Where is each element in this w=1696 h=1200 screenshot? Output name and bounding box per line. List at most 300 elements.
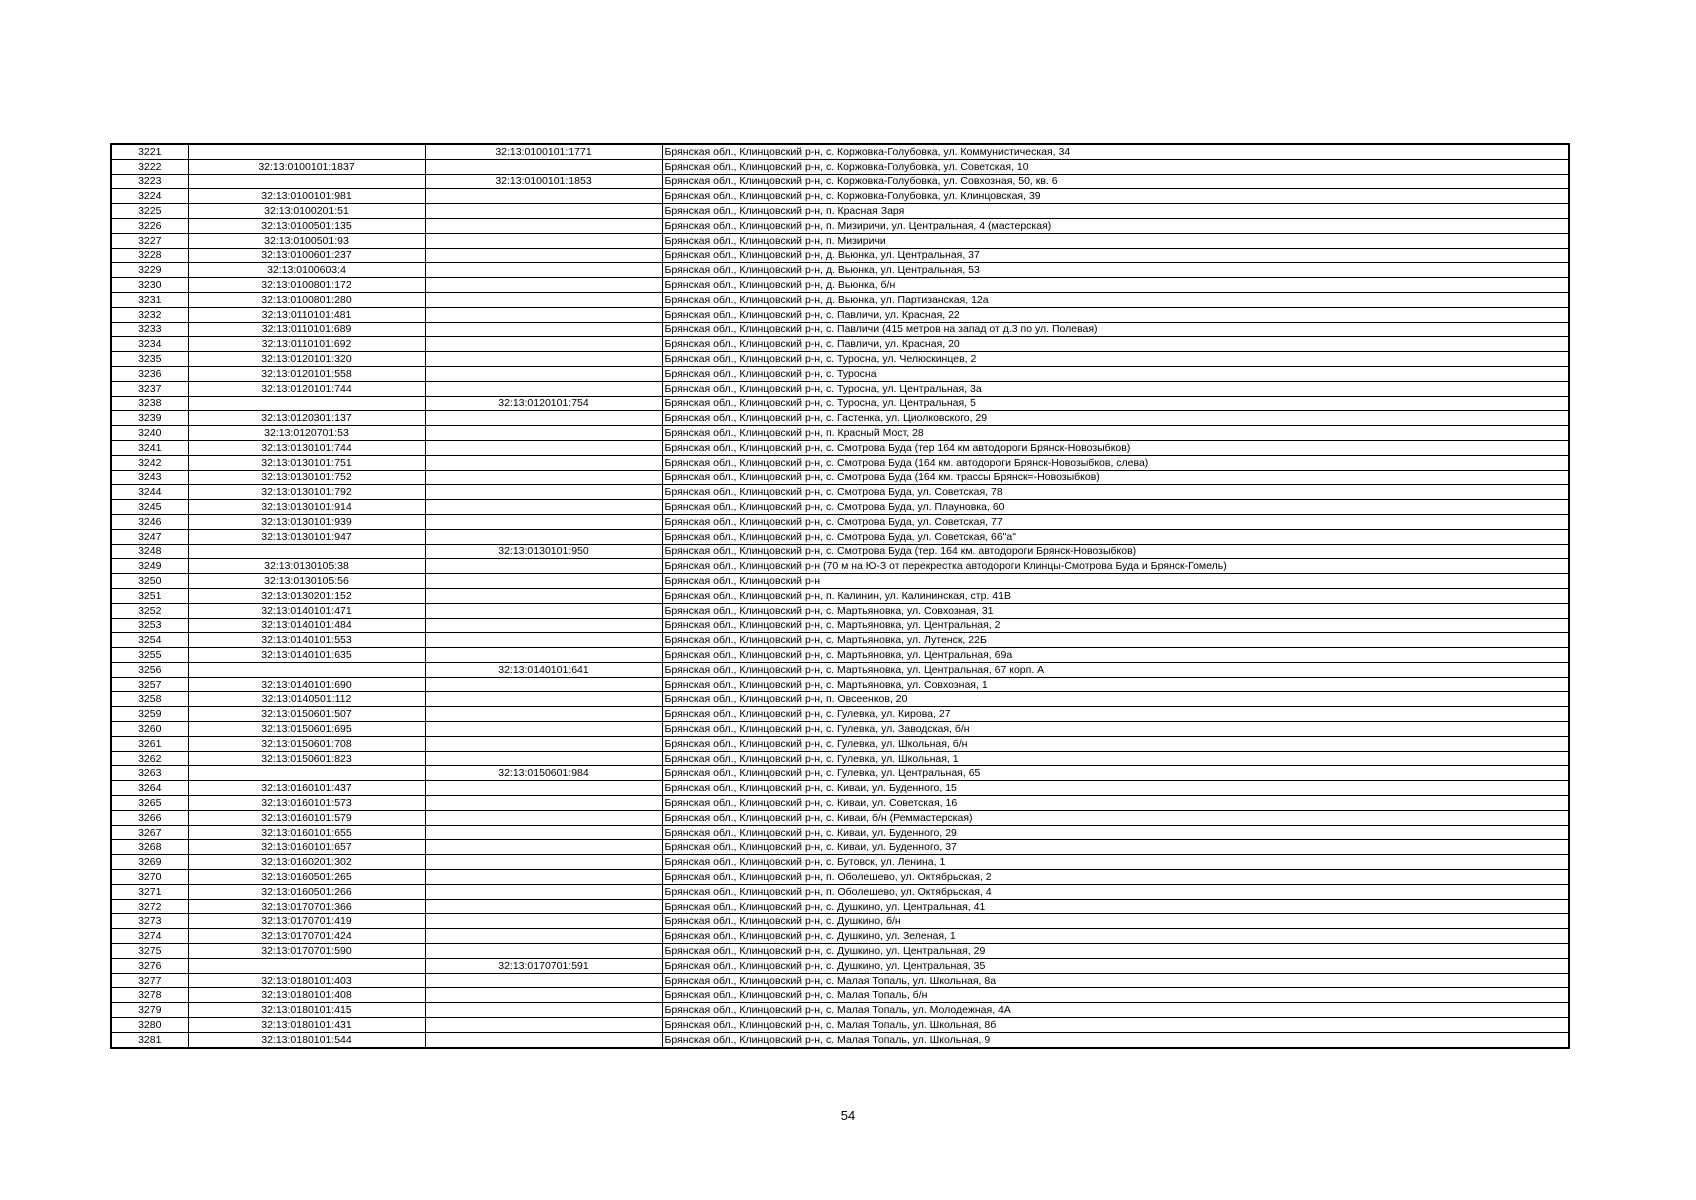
cadastral-number-cell: 32:13:0130201:152 (188, 588, 425, 603)
cadastral-number-alt-cell: 32:13:0100101:1853 (425, 174, 662, 189)
cadastral-number-alt-cell: 32:13:0170701:591 (425, 958, 662, 973)
table-row (111, 529, 1569, 544)
row-number-cell: 3230 (111, 278, 188, 293)
cadastral-number-alt-cell (425, 218, 662, 233)
cadastral-number-cell: 32:13:0180101:431 (188, 1018, 425, 1033)
table-row (111, 944, 1569, 959)
row-number-cell: 3262 (111, 751, 188, 766)
cadastral-number-cell: 32:13:0180101:408 (188, 988, 425, 1003)
row-number-cell: 3264 (111, 781, 188, 796)
cadastral-number-cell: 32:13:0130101:947 (188, 529, 425, 544)
cadastral-number-alt-cell (425, 781, 662, 796)
table-row (111, 366, 1569, 381)
address-cell: Брянская обл., Клинцовский р-н, п. Мизиричи, ул. Центральная, 4 (мастерская) (662, 218, 1569, 233)
cadastral-number-alt-cell (425, 973, 662, 988)
cadastral-number-cell: 32:13:0130101:792 (188, 485, 425, 500)
row-number-cell: 3245 (111, 500, 188, 515)
address-cell: Брянская обл., Клинцовский р-н, с. Гулевка, ул. Заводская, б/н (662, 722, 1569, 737)
cadastral-number-cell: 32:13:0130101:914 (188, 500, 425, 515)
cadastral-number-alt-cell (425, 929, 662, 944)
table-row (111, 440, 1569, 455)
address-cell: Брянская обл., Клинцовский р-н, с. Смотрова Буда, ул. Советская, 78 (662, 485, 1569, 500)
cadastral-number-alt-cell: 32:13:0100101:1771 (425, 144, 662, 159)
address-cell: Брянская обл., Клинцовский р-н, с. Смотрова Буда, ул. Советская, 77 (662, 514, 1569, 529)
row-number-cell: 3248 (111, 544, 188, 559)
row-number-cell: 3226 (111, 218, 188, 233)
table-row (111, 648, 1569, 663)
table-row (111, 263, 1569, 278)
cadastral-number-cell: 32:13:0100501:93 (188, 233, 425, 248)
cadastral-number-cell: 32:13:0100801:172 (188, 278, 425, 293)
table-row (111, 958, 1569, 973)
cadastral-number-cell: 32:13:0110101:481 (188, 307, 425, 322)
row-number-cell: 3223 (111, 174, 188, 189)
cadastral-number-cell (188, 662, 425, 677)
cadastral-number-alt-cell (425, 352, 662, 367)
cadastral-number-alt-cell (425, 411, 662, 426)
row-number-cell: 3278 (111, 988, 188, 1003)
row-number-cell: 3276 (111, 958, 188, 973)
address-cell: Брянская обл., Клинцовский р-н, с. Смотрова Буда (тер 164 км автодороги Брянск-Новозыбков) (662, 440, 1569, 455)
cadastral-number-alt-cell (425, 588, 662, 603)
table-row (111, 633, 1569, 648)
cadastral-number-cell: 32:13:0130101:752 (188, 470, 425, 485)
row-number-cell: 3225 (111, 204, 188, 219)
row-number-cell: 3242 (111, 455, 188, 470)
address-cell: Брянская обл., Клинцовский р-н, с. Мартьяновка, ул. Центральная, 2 (662, 618, 1569, 633)
address-cell: Брянская обл., Клинцовский р-н, с. Душкино, ул. Центральная, 29 (662, 944, 1569, 959)
cadastral-number-alt-cell (425, 455, 662, 470)
row-number-cell: 3280 (111, 1018, 188, 1033)
cadastral-number-alt-cell (425, 500, 662, 515)
address-cell: Брянская обл., Клинцовский р-н, с. Туросна, ул. Центральная, 5 (662, 396, 1569, 411)
cadastral-number-alt-cell (425, 381, 662, 396)
cadastral-number-cell: 32:13:0140101:635 (188, 648, 425, 663)
cadastral-number-alt-cell (425, 189, 662, 204)
table-row (111, 870, 1569, 885)
address-cell: Брянская обл., Клинцовский р-н (70 м на Ю-З от перекрестка автодороги Клинцы-Смотрова Буда и Брянск-Гомель) (662, 559, 1569, 574)
row-number-cell: 3253 (111, 618, 188, 633)
cadastral-number-cell: 32:13:0110101:689 (188, 322, 425, 337)
cadastral-number-cell: 32:13:0110101:692 (188, 337, 425, 352)
cadastral-number-cell: 32:13:0180101:403 (188, 973, 425, 988)
cadastral-number-cell: 32:13:0120101:320 (188, 352, 425, 367)
table-row (111, 322, 1569, 337)
cadastral-number-cell: 32:13:0160101:655 (188, 825, 425, 840)
cadastral-number-alt-cell (425, 988, 662, 1003)
row-number-cell: 3257 (111, 677, 188, 692)
table-row (111, 485, 1569, 500)
table-row (111, 337, 1569, 352)
address-cell: Брянская обл., Клинцовский р-н, с. Туросна, ул. Челюскинцев, 2 (662, 352, 1569, 367)
address-cell: Брянская обл., Клинцовский р-н, д. Вьюнка, ул. Центральная, 53 (662, 263, 1569, 278)
cadastral-number-alt-cell (425, 944, 662, 959)
table-row (111, 292, 1569, 307)
table-row (111, 144, 1569, 159)
row-number-cell: 3232 (111, 307, 188, 322)
cadastral-number-cell (188, 174, 425, 189)
cadastral-number-cell: 32:13:0180101:544 (188, 1032, 425, 1047)
row-number-cell: 3235 (111, 352, 188, 367)
row-number-cell: 3271 (111, 884, 188, 899)
cadastral-number-alt-cell: 32:13:0150601:984 (425, 766, 662, 781)
cadastral-number-cell: 32:13:0140501:112 (188, 692, 425, 707)
cadastral-number-alt-cell (425, 514, 662, 529)
page-number: 54 (840, 1108, 856, 1123)
table-row (111, 603, 1569, 618)
address-cell: Брянская обл., Клинцовский р-н, с. Душкино, ул. Центральная, 41 (662, 899, 1569, 914)
cadastral-number-cell: 32:13:0170701:590 (188, 944, 425, 959)
cadastral-number-alt-cell: 32:13:0140101:641 (425, 662, 662, 677)
cadastral-number-alt-cell (425, 1018, 662, 1033)
row-number-cell: 3259 (111, 707, 188, 722)
address-cell: Брянская обл., Клинцовский р-н, с. Душкино, ул. Зеленая, 1 (662, 929, 1569, 944)
table-row (111, 988, 1569, 1003)
row-number-cell: 3268 (111, 840, 188, 855)
address-cell: Брянская обл., Клинцовский р-н, п. Мизиричи (662, 233, 1569, 248)
table-row (111, 796, 1569, 811)
address-cell: Брянская обл., Клинцовский р-н, с. Гулевка, ул. Школьная, б/н (662, 736, 1569, 751)
address-cell: Брянская обл., Клинцовский р-н, п. Оболешево, ул. Октябрьская, 4 (662, 884, 1569, 899)
address-cell: Брянская обл., Клинцовский р-н, с. Душкино, б/н (662, 914, 1569, 929)
table-body (111, 144, 1569, 1048)
cadastral-number-cell: 32:13:0160101:579 (188, 810, 425, 825)
address-cell: Брянская обл., Клинцовский р-н, с. Малая Топаль, ул. Школьная, 9 (662, 1032, 1569, 1047)
address-cell: Брянская обл., Клинцовский р-н, с. Киваи, ул. Советская, 16 (662, 796, 1569, 811)
cadastral-number-alt-cell (425, 751, 662, 766)
row-number-cell: 3263 (111, 766, 188, 781)
cadastral-number-alt-cell (425, 736, 662, 751)
row-number-cell: 3255 (111, 648, 188, 663)
row-number-cell: 3243 (111, 470, 188, 485)
table-row (111, 707, 1569, 722)
cadastral-number-cell (188, 144, 425, 159)
cadastral-number-alt-cell (425, 825, 662, 840)
table-row (111, 218, 1569, 233)
cadastral-number-alt-cell (425, 204, 662, 219)
address-cell: Брянская обл., Клинцовский р-н, с. Коржовка-Голубовка, ул. Советская, 10 (662, 159, 1569, 174)
cadastral-number-alt-cell (425, 366, 662, 381)
address-cell: Брянская обл., Клинцовский р-н, п. Красная Заря (662, 204, 1569, 219)
table-row (111, 1018, 1569, 1033)
table-row (111, 411, 1569, 426)
row-number-cell: 3246 (111, 514, 188, 529)
cadastral-number-alt-cell (425, 440, 662, 455)
row-number-cell: 3240 (111, 426, 188, 441)
address-cell: Брянская обл., Клинцовский р-н, с. Мартьяновка, ул. Совхозная, 31 (662, 603, 1569, 618)
address-cell: Брянская обл., Клинцовский р-н, д. Вьюнка, ул. Партизанская, 12а (662, 292, 1569, 307)
cadastral-number-alt-cell: 32:13:0130101:950 (425, 544, 662, 559)
address-cell: Брянская обл., Клинцовский р-н, с. Гулевка, ул. Центральная, 65 (662, 766, 1569, 781)
address-cell: Брянская обл., Клинцовский р-н, п. Овсеенков, 20 (662, 692, 1569, 707)
row-number-cell: 3239 (111, 411, 188, 426)
row-number-cell: 3251 (111, 588, 188, 603)
row-number-cell: 3274 (111, 929, 188, 944)
table-row (111, 722, 1569, 737)
address-cell: Брянская обл., Клинцовский р-н, с. Павличи, ул. Красная, 22 (662, 307, 1569, 322)
cadastral-number-cell: 32:13:0100101:981 (188, 189, 425, 204)
address-cell: Брянская обл., Клинцовский р-н, с. Бутовск, ул. Ленина, 1 (662, 855, 1569, 870)
table-row (111, 899, 1569, 914)
cadastral-number-cell (188, 544, 425, 559)
cadastral-number-cell: 32:13:0140101:690 (188, 677, 425, 692)
cadastral-number-cell: 32:13:0150601:708 (188, 736, 425, 751)
table-row (111, 174, 1569, 189)
table-row (111, 278, 1569, 293)
cadastral-number-alt-cell (425, 884, 662, 899)
address-cell: Брянская обл., Клинцовский р-н, с. Смотрова Буда, ул. Плауновка, 60 (662, 500, 1569, 515)
cadastral-number-alt-cell (425, 603, 662, 618)
address-cell: Брянская обл., Клинцовский р-н, с. Смотрова Буда, ул. Советская, 66"а" (662, 529, 1569, 544)
cadastral-number-cell: 32:13:0160501:265 (188, 870, 425, 885)
cadastral-number-alt-cell (425, 914, 662, 929)
row-number-cell: 3269 (111, 855, 188, 870)
cadastral-number-cell: 32:13:0100101:1837 (188, 159, 425, 174)
cadastral-number-cell: 32:13:0170701:424 (188, 929, 425, 944)
table-row (111, 455, 1569, 470)
table-row (111, 426, 1569, 441)
cadastral-number-alt-cell (425, 322, 662, 337)
table-row (111, 736, 1569, 751)
table-row (111, 159, 1569, 174)
row-number-cell: 3234 (111, 337, 188, 352)
cadastral-number-alt-cell (425, 470, 662, 485)
row-number-cell: 3247 (111, 529, 188, 544)
cadastral-number-cell: 32:13:0170701:419 (188, 914, 425, 929)
address-cell: Брянская обл., Клинцовский р-н, с. Мартьяновка, ул. Центральная, 67 корп. А (662, 662, 1569, 677)
address-cell: Брянская обл., Клинцовский р-н, с. Коржовка-Голубовка, ул. Клинцовская, 39 (662, 189, 1569, 204)
table-row (111, 381, 1569, 396)
row-number-cell: 3250 (111, 574, 188, 589)
cadastral-number-alt-cell (425, 633, 662, 648)
row-number-cell: 3270 (111, 870, 188, 885)
cadastral-table (110, 143, 1570, 1049)
cadastral-number-cell: 32:13:0130105:56 (188, 574, 425, 589)
row-number-cell: 3228 (111, 248, 188, 263)
address-cell: Брянская обл., Клинцовский р-н, с. Малая Топаль, ул. Школьная, 8б (662, 1018, 1569, 1033)
address-cell: Брянская обл., Клинцовский р-н, с. Гулевка, ул. Школьная, 1 (662, 751, 1569, 766)
address-cell: Брянская обл., Клинцовский р-н, д. Вьюнка, б/н (662, 278, 1569, 293)
address-cell: Брянская обл., Клинцовский р-н, с. Мартьяновка, ул. Лутенск, 22Б (662, 633, 1569, 648)
address-cell: Брянская обл., Клинцовский р-н, с. Мартьяновка, ул. Центральная, 69а (662, 648, 1569, 663)
table-row (111, 574, 1569, 589)
row-number-cell: 3221 (111, 144, 188, 159)
table-row (111, 248, 1569, 263)
address-cell: Брянская обл., Клинцовский р-н, с. Малая Топаль, ул. Школьная, 8а (662, 973, 1569, 988)
cadastral-number-cell: 32:13:0100501:135 (188, 218, 425, 233)
row-number-cell: 3224 (111, 189, 188, 204)
cadastral-number-alt-cell (425, 485, 662, 500)
address-cell: Брянская обл., Клинцовский р-н, с. Туросна, ул. Центральная, 3а (662, 381, 1569, 396)
row-number-cell: 3277 (111, 973, 188, 988)
row-number-cell: 3265 (111, 796, 188, 811)
cadastral-number-cell: 32:13:0160501:266 (188, 884, 425, 899)
address-cell: Брянская обл., Клинцовский р-н, с. Гастенка, ул. Циолковского, 29 (662, 411, 1569, 426)
address-cell: Брянская обл., Клинцовский р-н, п. Оболешево, ул. Октябрьская, 2 (662, 870, 1569, 885)
row-number-cell: 3233 (111, 322, 188, 337)
cadastral-number-cell: 32:13:0120701:53 (188, 426, 425, 441)
row-number-cell: 3231 (111, 292, 188, 307)
cadastral-number-alt-cell (425, 307, 662, 322)
address-cell: Брянская обл., Клинцовский р-н, с. Малая Топаль, ул. Молодежная, 4А (662, 1003, 1569, 1018)
cadastral-number-alt-cell (425, 722, 662, 737)
cadastral-number-alt-cell (425, 677, 662, 692)
cadastral-number-cell: 32:13:0120301:137 (188, 411, 425, 426)
row-number-cell: 3275 (111, 944, 188, 959)
cadastral-number-alt-cell (425, 870, 662, 885)
table-row (111, 973, 1569, 988)
address-cell: Брянская обл., Клинцовский р-н, с. Малая Топаль, б/н (662, 988, 1569, 1003)
cadastral-number-cell: 32:13:0100601:237 (188, 248, 425, 263)
cadastral-number-cell: 32:13:0150601:507 (188, 707, 425, 722)
cadastral-number-cell: 32:13:0100603:4 (188, 263, 425, 278)
address-cell: Брянская обл., Клинцовский р-н, с. Смотрова Буда (164 км. автодороги Брянск-Новозыбков, слева) (662, 455, 1569, 470)
cadastral-number-alt-cell (425, 248, 662, 263)
cadastral-number-cell: 32:13:0160101:437 (188, 781, 425, 796)
row-number-cell: 3238 (111, 396, 188, 411)
cadastral-number-cell: 32:13:0160101:657 (188, 840, 425, 855)
row-number-cell: 3249 (111, 559, 188, 574)
table-row (111, 588, 1569, 603)
cadastral-number-cell: 32:13:0130101:751 (188, 455, 425, 470)
table-row (111, 662, 1569, 677)
cadastral-number-cell (188, 396, 425, 411)
cadastral-number-alt-cell (425, 648, 662, 663)
cadastral-number-alt-cell (425, 1032, 662, 1047)
row-number-cell: 3244 (111, 485, 188, 500)
cadastral-number-alt-cell (425, 855, 662, 870)
address-cell: Брянская обл., Клинцовский р-н, с. Душкино, ул. Центральная, 35 (662, 958, 1569, 973)
row-number-cell: 3227 (111, 233, 188, 248)
cadastral-number-cell: 32:13:0100201:51 (188, 204, 425, 219)
cadastral-number-cell: 32:13:0130101:744 (188, 440, 425, 455)
table-row (111, 766, 1569, 781)
cadastral-number-alt-cell (425, 618, 662, 633)
cadastral-number-cell: 32:13:0170701:366 (188, 899, 425, 914)
address-cell: Брянская обл., Клинцовский р-н, с. Туросна (662, 366, 1569, 381)
cadastral-number-cell: 32:13:0120101:744 (188, 381, 425, 396)
table-row (111, 1032, 1569, 1047)
address-cell: Брянская обл., Клинцовский р-н, с. Киваи, б/н (Реммастерская) (662, 810, 1569, 825)
row-number-cell: 3279 (111, 1003, 188, 1018)
address-cell: Брянская обл., Клинцовский р-н, п. Красный Мост, 28 (662, 426, 1569, 441)
table-row (111, 840, 1569, 855)
row-number-cell: 3256 (111, 662, 188, 677)
cadastral-number-cell: 32:13:0140101:553 (188, 633, 425, 648)
cadastral-number-alt-cell (425, 529, 662, 544)
cadastral-number-alt-cell (425, 692, 662, 707)
table-row (111, 810, 1569, 825)
address-cell: Брянская обл., Клинцовский р-н (662, 574, 1569, 589)
table-row (111, 514, 1569, 529)
table-row (111, 1003, 1569, 1018)
cadastral-number-alt-cell (425, 426, 662, 441)
row-number-cell: 3260 (111, 722, 188, 737)
cadastral-number-cell: 32:13:0130101:939 (188, 514, 425, 529)
address-cell: Брянская обл., Клинцовский р-н, с. Коржовка-Голубовка, ул. Коммунистическая, 34 (662, 144, 1569, 159)
cadastral-number-alt-cell (425, 810, 662, 825)
cadastral-number-alt-cell (425, 1003, 662, 1018)
row-number-cell: 3222 (111, 159, 188, 174)
cadastral-number-alt-cell (425, 233, 662, 248)
table-row (111, 307, 1569, 322)
row-number-cell: 3281 (111, 1032, 188, 1047)
cadastral-number-alt-cell (425, 840, 662, 855)
table-row (111, 825, 1569, 840)
row-number-cell: 3237 (111, 381, 188, 396)
address-cell: Брянская обл., Клинцовский р-н, с. Киваи, ул. Буденного, 15 (662, 781, 1569, 796)
row-number-cell: 3236 (111, 366, 188, 381)
row-number-cell: 3272 (111, 899, 188, 914)
row-number-cell: 3254 (111, 633, 188, 648)
table-row (111, 189, 1569, 204)
cadastral-number-cell (188, 766, 425, 781)
cadastral-number-cell: 32:13:0180101:415 (188, 1003, 425, 1018)
address-cell: Брянская обл., Клинцовский р-н, с. Мартьяновка, ул. Совхозная, 1 (662, 677, 1569, 692)
table-row (111, 692, 1569, 707)
address-cell: Брянская обл., Клинцовский р-н, д. Вьюнка, ул. Центральная, 37 (662, 248, 1569, 263)
row-number-cell: 3241 (111, 440, 188, 455)
address-cell: Брянская обл., Клинцовский р-н, с. Коржовка-Голубовка, ул. Совхозная, 50, кв. 6 (662, 174, 1569, 189)
cadastral-number-alt-cell (425, 337, 662, 352)
table-row (111, 500, 1569, 515)
row-number-cell: 3229 (111, 263, 188, 278)
cadastral-number-cell: 32:13:0150601:695 (188, 722, 425, 737)
table-row (111, 204, 1569, 219)
cadastral-number-cell: 32:13:0100801:280 (188, 292, 425, 307)
row-number-cell: 3267 (111, 825, 188, 840)
table-row (111, 470, 1569, 485)
cadastral-number-cell: 32:13:0160101:573 (188, 796, 425, 811)
cadastral-number-alt-cell (425, 574, 662, 589)
address-cell: Брянская обл., Клинцовский р-н, с. Павличи, ул. Красная, 20 (662, 337, 1569, 352)
row-number-cell: 3273 (111, 914, 188, 929)
cadastral-number-cell: 32:13:0140101:484 (188, 618, 425, 633)
address-cell: Брянская обл., Клинцовский р-н, с. Смотрова Буда (тер. 164 км. автодороги Брянск-Новозыбков) (662, 544, 1569, 559)
cadastral-number-alt-cell: 32:13:0120101:754 (425, 396, 662, 411)
row-number-cell: 3252 (111, 603, 188, 618)
cadastral-number-alt-cell (425, 899, 662, 914)
table-row (111, 618, 1569, 633)
document-page (110, 143, 1568, 1049)
table-row (111, 677, 1569, 692)
address-cell: Брянская обл., Клинцовский р-н, с. Гулевка, ул. Кирова, 27 (662, 707, 1569, 722)
table-row (111, 914, 1569, 929)
cadastral-number-alt-cell (425, 707, 662, 722)
row-number-cell: 3266 (111, 810, 188, 825)
cadastral-number-alt-cell (425, 278, 662, 293)
address-cell: Брянская обл., Клинцовский р-н, с. Киваи, ул. Буденного, 29 (662, 825, 1569, 840)
cadastral-number-cell: 32:13:0120101:558 (188, 366, 425, 381)
cadastral-number-alt-cell (425, 263, 662, 278)
row-number-cell: 3261 (111, 736, 188, 751)
table-row (111, 855, 1569, 870)
table-row (111, 352, 1569, 367)
table-row (111, 884, 1569, 899)
cadastral-number-alt-cell (425, 159, 662, 174)
cadastral-number-alt-cell (425, 292, 662, 307)
cadastral-number-cell: 32:13:0150601:823 (188, 751, 425, 766)
cadastral-number-cell: 32:13:0130105:38 (188, 559, 425, 574)
cadastral-number-cell: 32:13:0160201:302 (188, 855, 425, 870)
table-row (111, 396, 1569, 411)
table-row (111, 544, 1569, 559)
table-row (111, 751, 1569, 766)
table-row (111, 559, 1569, 574)
cadastral-number-cell: 32:13:0140101:471 (188, 603, 425, 618)
cadastral-number-alt-cell (425, 559, 662, 574)
cadastral-number-alt-cell (425, 796, 662, 811)
